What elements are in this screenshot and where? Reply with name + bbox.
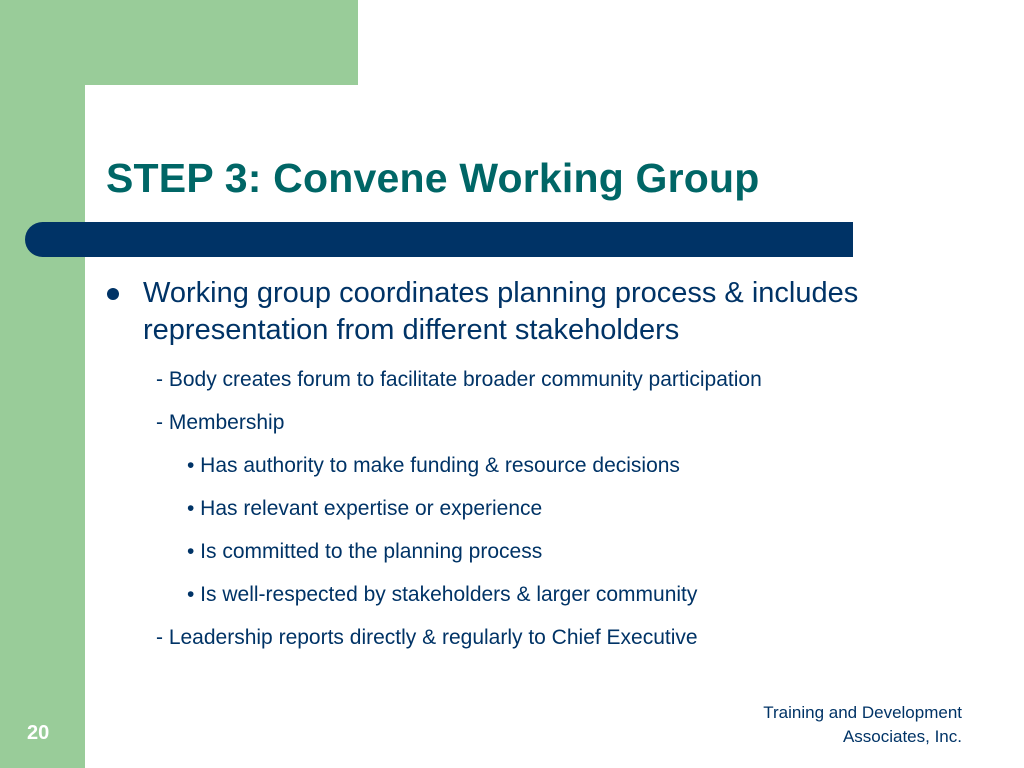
footer-line-1: Training and Development [763, 703, 962, 722]
footer-organization [763, 701, 962, 749]
slide-title: STEP 3: Convene Working Group [106, 155, 760, 201]
bullet-icon [107, 288, 119, 300]
membership-item-authority: • Has authority to make funding & resource decisions [187, 454, 680, 477]
title-divider-bar [25, 222, 853, 257]
sub-item-leadership: - Leadership reports directly & regularly to Chief Executive [156, 626, 698, 649]
membership-item-respected: • Is well-respected by stakeholders & larger community [187, 583, 698, 606]
sub-item-membership: - Membership [156, 411, 285, 434]
main-bullet-text: Working group coordinates planning process & includes representation from different stakeholders [143, 277, 859, 346]
membership-item-expertise: • Has relevant expertise or experience [187, 497, 543, 520]
sub-item-forum: - Body creates forum to facilitate broader community participation [156, 368, 762, 391]
footer-line-2: Associates, Inc. [842, 727, 962, 746]
slide-number: 20 [27, 722, 50, 744]
left-green-band [0, 0, 85, 768]
top-green-band [0, 0, 358, 85]
membership-item-committed: • Is committed to the planning process [187, 540, 543, 563]
